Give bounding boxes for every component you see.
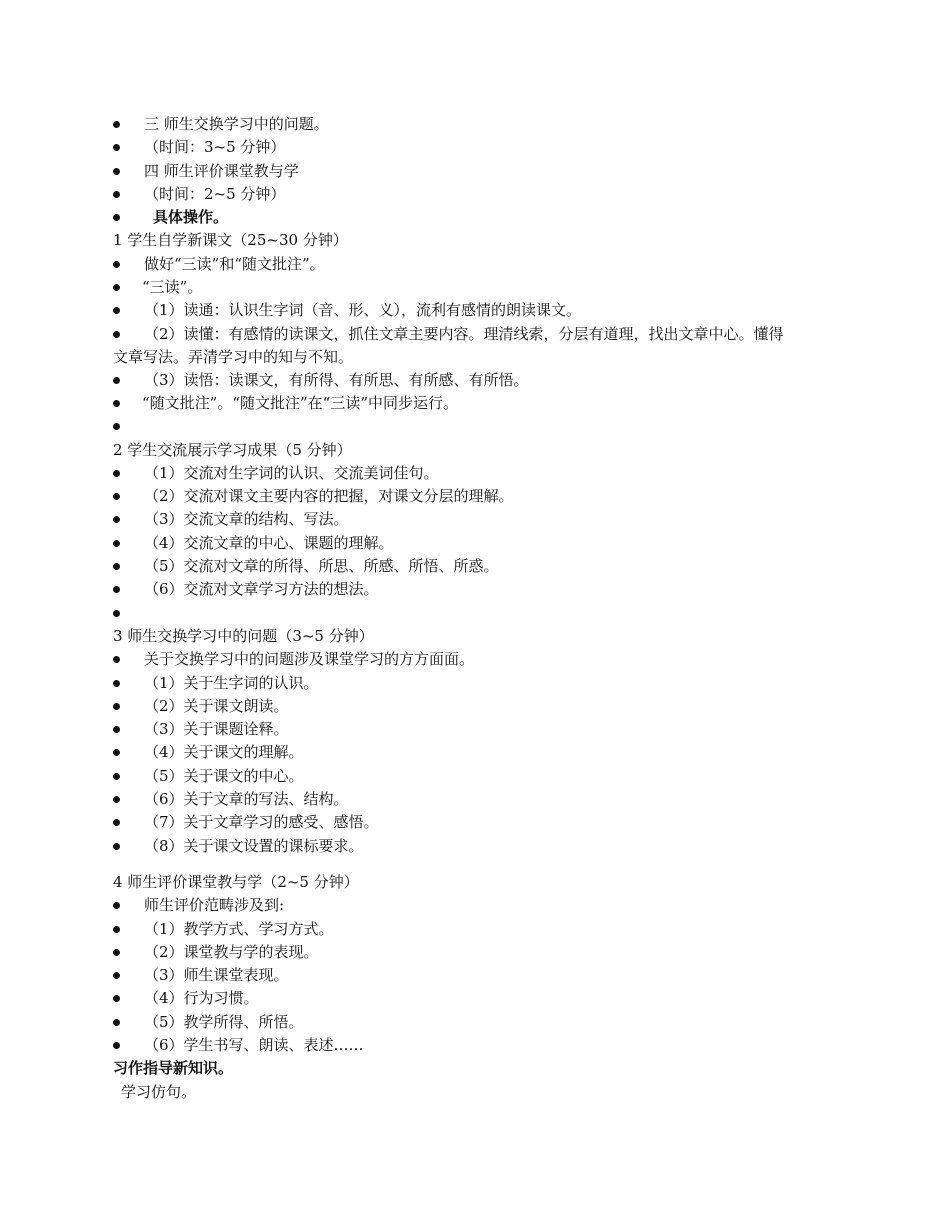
empty-list-item <box>113 415 843 438</box>
bullet-icon <box>113 902 120 909</box>
list-item-text: （3）交流文章的结构、写法。 <box>144 510 349 529</box>
list-item <box>113 532 843 555</box>
bullet-icon <box>113 680 120 687</box>
list-item <box>113 672 843 695</box>
list-item <box>113 323 843 369</box>
document-page <box>113 113 843 1104</box>
bullet-icon <box>113 331 120 338</box>
list-item <box>113 894 843 917</box>
bullet-icon <box>113 493 120 500</box>
bullet-icon <box>113 423 120 430</box>
list-item-text: 做好“三读”和“随文批注”。 <box>144 254 325 273</box>
blank-line <box>113 858 843 871</box>
list-item <box>113 276 843 299</box>
paragraph: 学习仿句。 <box>121 1082 197 1101</box>
list-item <box>113 392 843 415</box>
bullet-icon <box>113 261 120 268</box>
list-item <box>113 508 843 531</box>
bullet-icon <box>113 168 120 175</box>
list-item-text: 关于交换学习中的问题涉及课堂学习的方方面面。 <box>144 650 475 669</box>
bullet-icon <box>113 972 120 979</box>
list-item-text: （3）师生课堂表现。 <box>144 966 289 985</box>
bullet-icon <box>113 819 120 826</box>
list-item-text: 三 师生交换学习中的问题。 <box>144 115 329 133</box>
bullet-icon <box>113 377 120 384</box>
list-item <box>113 941 843 964</box>
bullet-icon <box>113 540 120 547</box>
list-item <box>113 369 843 392</box>
bullet-icon <box>113 121 120 128</box>
list-item <box>113 299 843 322</box>
empty-list-item <box>113 602 843 625</box>
list-item <box>113 462 843 485</box>
list-item-text: （3）关于课题诠释。 <box>144 720 289 739</box>
list-item-text: （6）学生书写、朗读、表述…… <box>144 1035 364 1054</box>
list-item-text: （时间：2~5 分钟） <box>144 184 286 203</box>
list-item-text: （2）关于课文朗读。 <box>144 696 289 715</box>
list-item-text: （时间：3~5 分钟） <box>144 138 286 157</box>
list-item-text: （6）关于文章的写法、结构。 <box>144 790 349 809</box>
section-heading: 4 师生评价课堂教与学（2~5 分钟） <box>113 872 359 891</box>
bullet-icon <box>113 307 120 314</box>
list-item-text: 四 师生评价课堂教与学 <box>144 161 299 180</box>
list-item-text: “三读”。 <box>142 278 203 297</box>
bullet-icon <box>113 749 120 756</box>
list-item <box>113 788 843 811</box>
bullet-icon <box>113 656 120 663</box>
list-item-text: （3）读悟：读课文，有所得、有所思、有所感、有所悟。 <box>144 370 529 389</box>
bullet-icon <box>113 470 120 477</box>
list-item-text: （5）教学所得、所悟。 <box>144 1012 304 1031</box>
bullet-icon <box>113 1042 120 1049</box>
bullet-icon <box>113 586 120 593</box>
list-item <box>113 835 843 858</box>
list-item-text: （1）交流对生字词的认识、交流美词佳句。 <box>144 463 439 482</box>
list-item-text: （5）交流对文章的所得、所思、所感、所悟、所惑。 <box>144 557 499 576</box>
list-item-text: （1）读通：认识生字词（音、形、义），流利有感情的朗读课文。 <box>144 301 582 320</box>
list-item-text: （4）行为习惯。 <box>144 989 259 1008</box>
list-item <box>113 741 843 764</box>
list-item <box>113 1034 843 1057</box>
bullet-icon <box>113 563 120 570</box>
list-item-text: （7）关于文章学习的感受、感悟。 <box>144 813 379 832</box>
bullet-icon <box>113 284 120 291</box>
list-item <box>113 648 843 671</box>
bullet-icon <box>113 610 120 617</box>
section-heading: 3 师生交换学习中的问题（3~5 分钟） <box>113 626 374 645</box>
bullet-icon <box>113 995 120 1002</box>
bullet-icon <box>113 214 120 221</box>
bullet-icon <box>113 191 120 198</box>
list-item <box>113 206 843 229</box>
list-item-text: （2）读懂：有感情的读课文，抓住文章主要内容。理清线索，分层有道理，找出文章中心。懂得 <box>144 324 784 343</box>
bullet-icon <box>113 843 120 850</box>
bullet-icon <box>113 726 120 733</box>
list-item <box>113 113 843 136</box>
list-item-text: （4）关于课文的理解。 <box>144 743 304 762</box>
list-item <box>113 1011 843 1034</box>
bullet-icon <box>113 516 120 523</box>
bullet-icon <box>113 796 120 803</box>
list-item-text: （6）交流对文章学习方法的想法。 <box>144 580 379 599</box>
list-item <box>113 695 843 718</box>
list-item <box>113 160 843 183</box>
list-item <box>113 485 843 508</box>
list-item-text: （4）交流文章的中心、课题的理解。 <box>144 533 394 552</box>
bold-heading: 习作指导新知识。 <box>113 1059 234 1078</box>
list-item-text: 具体操作。 <box>153 208 229 227</box>
list-item-text: （8）关于课文设置的课标要求。 <box>144 836 364 855</box>
list-item <box>113 555 843 578</box>
list-item <box>113 918 843 941</box>
section-heading: 1 学生自学新课文（25~30 分钟） <box>113 231 348 250</box>
list-item-text: （2）交流对课文主要内容的把握，对课文分层的理解。 <box>144 487 514 506</box>
list-item <box>113 987 843 1010</box>
list-item <box>113 578 843 601</box>
list-item <box>113 765 843 788</box>
list-item <box>113 718 843 741</box>
list-item-text: （5）关于课文的中心。 <box>144 766 304 785</box>
list-item-text: 师生评价范畴涉及到: <box>144 896 285 915</box>
list-item <box>113 183 843 206</box>
list-item <box>113 964 843 987</box>
bullet-icon <box>113 949 120 956</box>
bullet-icon <box>113 703 120 710</box>
bullet-icon <box>113 1019 120 1026</box>
list-item-text: （1）关于生字词的认识。 <box>144 673 319 692</box>
list-item-text: “随文批注”。“随文批注”在“三读”中同步运行。 <box>142 393 459 412</box>
list-item-text: （2）课堂教与学的表现。 <box>144 942 319 961</box>
bullet-icon <box>113 400 120 407</box>
section-heading: 2 学生交流展示学习成果（5 分钟） <box>113 440 352 459</box>
list-item-continuation: 文章写法。弄清学习中的知与不知。 <box>113 347 354 366</box>
list-item <box>113 253 843 276</box>
list-item-text: （1）教学方式、学习方式。 <box>144 919 334 938</box>
list-item <box>113 811 843 834</box>
bullet-icon <box>113 773 120 780</box>
bullet-icon <box>113 926 120 933</box>
bullet-icon <box>113 144 120 151</box>
list-item <box>113 136 843 159</box>
